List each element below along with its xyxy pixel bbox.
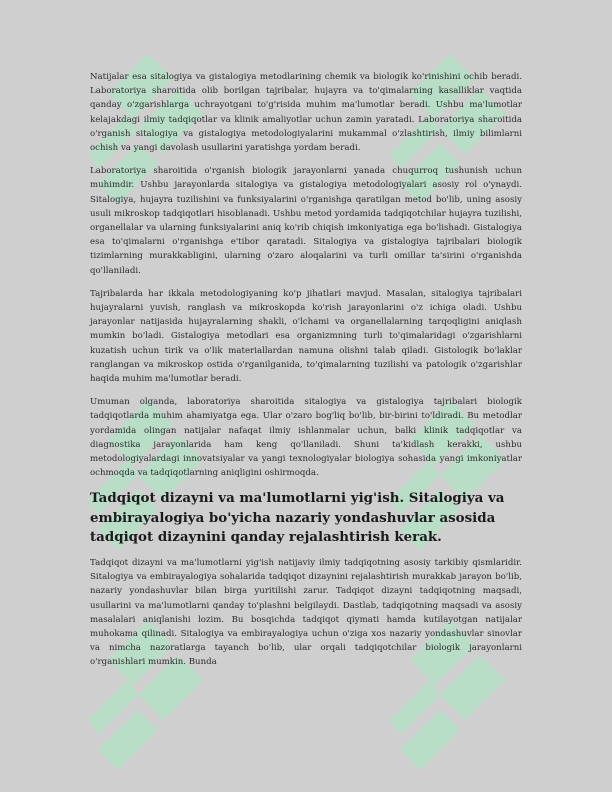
document-body [90, 70, 522, 679]
paragraph: Tadqiqot dizayni va ma'lumotlarni yig'ish natijaviy ilmiy tadqiqotning asosiy tarkibiy qismlaridir. Sitalogiya va embirayalogiya sohalarida tadqiqot dizaynini rejalashtirish murakkab jarayon bo'lib, nazariy yondashuvlar bilan birga yuritilishi zarur. Tadqiqot dizayni tadqiqotning maqsadi, usullarini va ma'lumotlarni qanday to'plashni belgilaydi. Dastlab, tadqiqotning maqsadi va asosiy masalalari aniqlanishi lozim. Bu bosqichda tadqiqot qiymati hamda kutilayotgan natijalar muhokama qilinadi. Sitalogiya va embirayalogiya uchun o'ziga xos nazariy yondashuvlar sinovlar va nimcha nazoratlarga tayanch bo'lib, ular orqali tadqiqotchilar biologik jarayonlarni o'rganishlari mumkin. Bunda [90, 557, 522, 668]
paragraph: Umuman olganda, laboratoriya sharoitida sitalogiya va gistalogiya tajribalari biologik tadqiqotlarda muhim ahamiyatga ega. Ular o'zaro bog'liq bo'lib, bir-birini to'ldiradi. Bu metodlar yordamida olingan natijalar nafaqat ilmiy ishlanmalar uchun, balki klinik tadqiqotlar va diagnostika jarayonlarida ham keng qo'llaniladi. Shuni ta'kidlash kerakki, ushbu metodologiyalardagi innovatsiyalar va yangi texnologiyalar biologiya sohasida yangi imkoniyatlar ochmoqda va tadqiqotlarning aniqligini oshirmoqda. [90, 397, 522, 479]
paragraph: Tajribalarda har ikkala metodologiyaning ko'p jihatlari mavjud. Masalan, sitalogiya tajribalari hujayralarni yuvish, ranglash va mikroskopda ko'rish jarayonlarini o'z ichiga oladi. Ushbu jarayonlar natijasida hujayralarning shakli, o'lchami va organellalarning tarqoqligini aniqlash mumkin bo'ladi. Gistalogiya metodlari esa organizmning turli to'qimalaridagi o'zgarishlarni kuzatish uchun tirik va o'lik materiallardan namuna olishni talab qiladi. Gistologik bo'laklar ranglangan va mikroskop ostida o'rganilganida, to'qimalarning tuzilishi va patologik o'zgarishlar haqida muhim ma'lumotlar beradi. [90, 288, 522, 385]
paragraph: Laboratoriya sharoitida o'rganish biologik jarayonlarni yanada chuqurroq tushunish uchun muhimdir. Ushbu jarayonlarda sitalogiya va gistalogiya metodologiyalari asosiy rol o'ynaydi. Sitalogiya, hujayra tuzilishini va funksiyalarini o'rganishga qaratilgan metod bo'lib, uning asosiy usuli mikroskop tadqiqotlari hisoblanadi. Ushbu metod yordamida tadqiqotchilar hujayra tuzilishi, organellalar va ularning funksiyalarini aniq ko'rib chiqish imkoniyatiga ega bo'lishadi. Gistalogiya esa to'qimalarni o'rganishga e'tibor qaratadi. Sitalogiya va gistalogiya tajribalari biologik tizimlarning murakkabligini, ularning o'zaro aloqalarini va turli omillar ta'sirini o'rganishda qo'llaniladi. [90, 166, 522, 276]
paragraph: Natijalar esa sitalogiya va gistalogiya metodlarining chemik va biologik ko'rinishini ochib beradi. Laboratoriya sharoitida olib borilgan tajribalar, hujayra va to'qimalarning kasalliklar vaqtida qanday o'zgarishlarga uchrayotgani to'g'risida muhim ma'lumotlar beradi. Ushbu ma'lumotlar kelajakdagi ilmiy tadqiqotlar va klinik amaliyotlar uchun zamin yaratadi. Laboratoriya sharoitida o'rganish sitalogiya va gistalogiya metodologiyalarini mukammal o'zlashtirish, ilmiy bilimlarni ochish va yangi davolash usullarini yaratishga yordam beradi. [90, 72, 522, 154]
section-heading: Tadqiqot dizayni va ma'lumotlarni yig'ish. Sitalogiya va embirayalogiya bo'yicha nazariy yondashuvlar asosida tadqiqot dizaynini qanday rejalashtirish kerak. [90, 490, 505, 546]
